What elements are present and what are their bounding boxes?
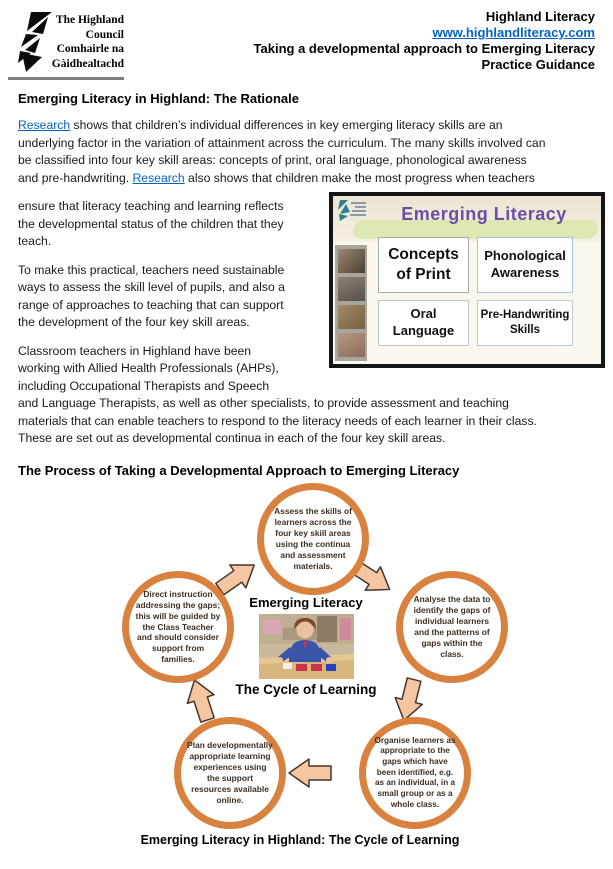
website-link[interactable]: www.highlandliteracy.com <box>432 25 595 40</box>
cycle-step-analyse <box>396 571 508 683</box>
logo-underline <box>8 77 124 80</box>
p2-line4: the development of the four key skill areas. <box>18 315 250 329</box>
diagram-caption: Emerging Literacy in Highland: The Cycle of Learning <box>140 833 460 847</box>
research-link-2[interactable]: Research <box>132 170 185 185</box>
slide-photo-strip <box>335 245 367 361</box>
slide-title: Emerging Literacy <box>401 204 567 224</box>
p1-wrap1: ensure that literacy teaching and learning reflects <box>18 199 284 213</box>
paragraph-2 <box>18 262 340 332</box>
skill-box-pre-handwriting-skills: Pre-Handwriting Skills <box>477 300 573 346</box>
p3-full3: These are set out as developmental continua in each of the four key skill areas. <box>18 431 446 445</box>
cycle-step-plan <box>174 717 286 829</box>
p2-line2: ways to assess the skill level of pupils, and also a <box>18 280 285 294</box>
p1-wrap3: teach. <box>18 234 52 248</box>
paragraph-1-wrapped <box>18 198 340 251</box>
cycle-step-organise <box>359 717 471 829</box>
p1-line3: be classified into four key skill areas: concepts of print, oral language, phonological awareness <box>18 153 527 167</box>
diagram-center <box>218 595 394 697</box>
doc-subtitle2: Practice Guidance <box>481 57 595 72</box>
paragraph-1 <box>18 117 596 187</box>
classroom-photo <box>338 333 365 357</box>
logo-line: Gàidhealtachd <box>51 57 124 70</box>
cycle-step-plan-text: Plan developmentally appropriate learning experiences using the support resources available online. <box>187 740 273 805</box>
cycle-step-analyse-text: Analyse the data to identify the gaps of individual learners and the patterns of gaps within the class. <box>413 594 491 659</box>
cycle-step-direct-text: Direct instruction addressing the gaps; this will be guided by the Class Teacher and should consider support from families. <box>135 588 221 665</box>
paragraph-3-continued <box>18 395 596 448</box>
center-label-bottom: The Cycle of Learning <box>235 682 377 697</box>
p2-line3: range of approaches to teaching that can support <box>18 297 284 312</box>
cycle-step-assess <box>257 483 369 595</box>
p1-wrap2: the developmental status of the children that they <box>18 216 284 231</box>
arrow-plan-to-direct-icon <box>181 676 221 725</box>
child-classroom-photo <box>259 614 354 679</box>
p2-line1: To make this practical, teachers need sustainable <box>18 262 285 277</box>
skill-box-concepts-of-print: Concepts of Print <box>378 237 469 293</box>
cycle-of-learning-diagram <box>0 478 613 840</box>
classroom-photo <box>338 277 365 301</box>
research-link-1[interactable]: Research <box>18 118 71 132</box>
p1-line4b: also shows that children make the most progress when teachers <box>184 170 535 185</box>
council-logo-text <box>8 13 124 71</box>
p3-full2: materials that can enable teachers to respond to the literacy needs of each learner in their class. <box>18 413 537 428</box>
text-wrap-zone <box>18 198 340 395</box>
doc-title: Highland Literacy <box>485 9 595 24</box>
cycle-step-assess-text: Assess the skills of learners across the four key skill areas using the continua and assessment materials. <box>274 506 352 571</box>
p3-full1: and Language Therapists, as well as other specialists, to provide assessment and teaching <box>18 396 509 410</box>
emerging-literacy-slide-image <box>329 192 605 368</box>
p3-line1: Classroom teachers in Highland have been <box>18 343 252 358</box>
center-label-top: Emerging Literacy <box>249 595 363 610</box>
paragraph-3 <box>18 343 340 396</box>
classroom-photo <box>338 249 365 273</box>
skill-box-oral-language: Oral Language <box>378 300 469 346</box>
p3-line2: working with Allied Health Professionals (AHPs), <box>18 361 279 375</box>
cycle-step-organise-text: Organise learners as appropriate to the gaps which have been identified, e.g. as an individual, in a small group or as a whole class. <box>374 735 456 809</box>
classroom-photo <box>338 305 365 329</box>
p1-line1: shows that children’s individual differences in key emerging literacy skills are an <box>70 118 503 132</box>
logo-line: Comhairle na <box>56 43 124 55</box>
arrow-organise-to-plan-icon <box>289 759 331 787</box>
p1-line2: underlying factor in the variation of attainment across the curriculum. The many skills involved can <box>18 135 546 150</box>
logo-line: The Highland <box>55 14 124 26</box>
skill-box-phonological-awareness: Phonological Awareness <box>477 237 573 293</box>
doc-subtitle: Taking a developmental approach to Emerging Literacy <box>253 41 595 56</box>
logo-line: Council <box>85 28 124 41</box>
rationale-heading: Emerging Literacy in Highland: The Rationale <box>18 91 299 106</box>
p3-line3: including Occupational Therapists and Speech <box>18 378 270 393</box>
slide-council-logo-icon <box>336 198 370 222</box>
process-heading: The Process of Taking a Developmental Approach to Emerging Literacy <box>18 462 460 478</box>
p1-line4a: and pre-handwriting. <box>18 170 133 185</box>
document-header <box>254 9 595 73</box>
